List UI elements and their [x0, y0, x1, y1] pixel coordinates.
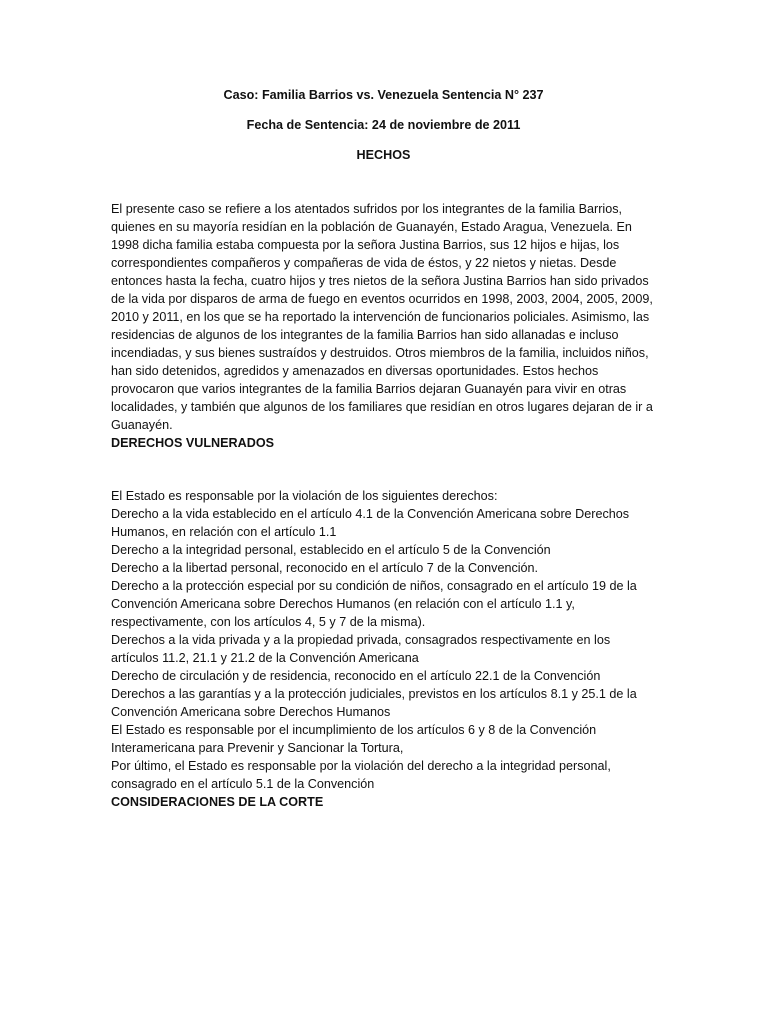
- right-item-7: Derechos a las garantías y a la protección judiciales, previstos en los artículos 8.1 y 25.1 de la Convención Americana sobre Derechos Humanos: [111, 687, 637, 719]
- right-item-8: El Estado es responsable por el incumplimiento de los artículos 6 y 8 de la Convención Interamericana para Prevenir y Sancionar la Tortura,: [111, 723, 597, 755]
- facts-paragraph: El presente caso se refiere a los atentados sufridos por los integrantes de la familia Barrios, quienes en su mayoría residían en la población de Guanayén, Estado Aragua, Venezuela. En 1998 dicha familia estaba compuesta por la señora Justina Barrios, sus 12 hijos e hijas, los correspondientes compañeros y compañeras de vida de éstos, y 22 nietos y nietas. Desde entonces hasta la fecha, cuatro hijos y tres nietos de la señora Justina Barrios han sido privados de la vida por disparos de arma de fuego en eventos ocurridos en 1998, 2003, 2004, 2005, 2009, 2010 y 2011, en los que se ha reportado la intervención de funcionarios policiales. Asimismo, las residencias de algunos de los integrantes de la familia Barrios han sido allanadas e incluso incendiadas, y sus bienes sustraídos y destruidos. Otros miembros de la familia, incluidos niños, han sido detenidos, agredidos y amenazados en diversas oportunidades. Estos hechos provocaron que varios integrantes de la familia Barrios dejaran Guanayén para vivir en otras localidades, y también que algunos de los familiares que residían en otros lugares dejaran de ir a Guanayén.: [111, 202, 653, 432]
- document-content: [111, 86, 656, 811]
- right-item-1: Derecho a la vida establecido en el artículo 4.1 de la Convención Americana sobre Derechos Humanos, en relación con el artículo 1.1: [111, 507, 630, 539]
- right-item-3: Derecho a la libertad personal, reconocido en el artículo 7 de la Convención.: [111, 561, 539, 575]
- case-title: Caso: Familia Barrios vs. Venezuela Sentencia N° 237: [223, 88, 544, 102]
- right-item-5: Derechos a la vida privada y a la propiedad privada, consagrados respectivamente en los artículos 11.2, 21.1 y 21.2 de la Convención Americana: [111, 633, 611, 665]
- right-item-6: Derecho de circulación y de residencia, reconocido en el artículo 22.1 de la Convención: [111, 669, 601, 683]
- facts-heading: HECHOS: [356, 148, 411, 162]
- right-item-4: Derecho a la protección especial por su condición de niños, consagrado en el artículo 19 de la Convención Americana sobre Derechos Humanos (en relación con el artículo 1.1 y, respectivamente, con los artículos 4, 5 y 7 de la misma).: [111, 579, 637, 629]
- considerations-heading: CONSIDERACIONES DE LA CORTE: [111, 795, 324, 809]
- rights-intro: El Estado es responsable por la violación de los siguientes derechos:: [111, 489, 498, 503]
- right-item-9: Por último, el Estado es responsable por la violación del derecho a la integridad personal, consagrado en el artículo 5.1 de la Convención: [111, 759, 611, 791]
- right-item-2: Derecho a la integridad personal, establecido en el artículo 5 de la Convención: [111, 543, 551, 557]
- sentence-date: Fecha de Sentencia: 24 de noviembre de 2011: [246, 118, 521, 132]
- rights-heading: DERECHOS VULNERADOS: [111, 436, 275, 450]
